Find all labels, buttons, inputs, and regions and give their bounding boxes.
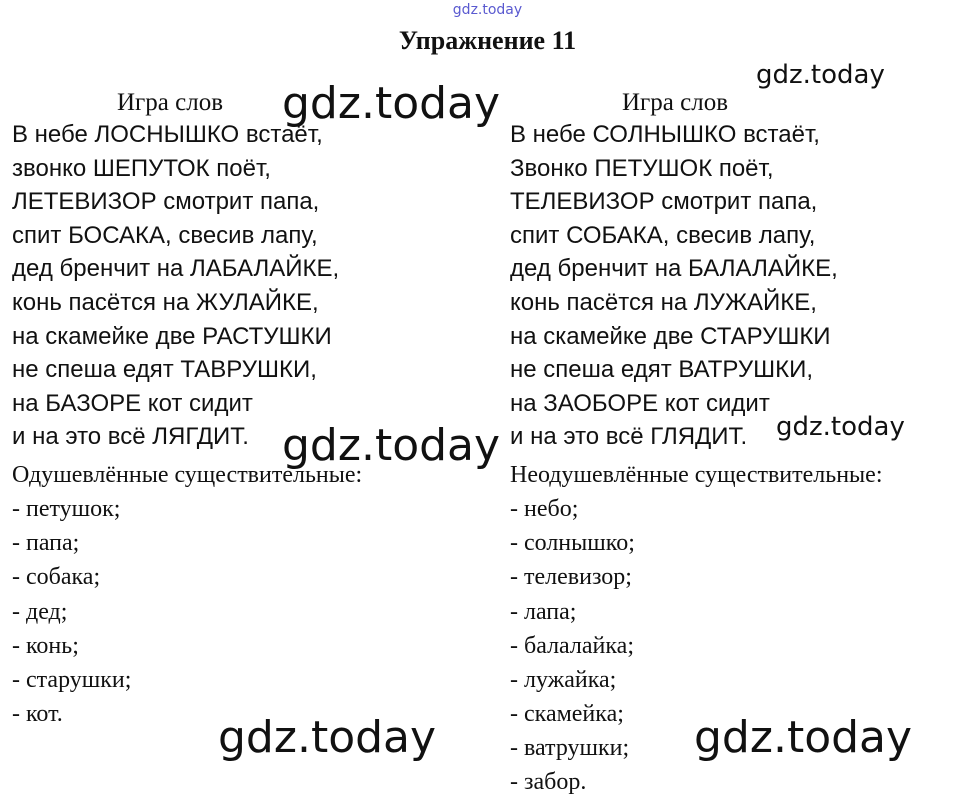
poem-line: дед бренчит на БАЛАЛАЙКЕ, bbox=[510, 255, 838, 283]
watermark: gdz.today bbox=[756, 60, 885, 90]
watermark: gdz.today bbox=[282, 420, 501, 471]
list-item: - телевизор; bbox=[510, 564, 632, 591]
poem-line: спит БОСАКА, свесив лапу, bbox=[12, 221, 318, 249]
list-item: - папа; bbox=[12, 530, 80, 557]
site-mark: gdz.today bbox=[452, 2, 523, 18]
poem-line: конь пасётся на ЖУЛАЙКЕ, bbox=[12, 288, 319, 316]
watermark: gdz.today bbox=[694, 712, 913, 763]
poem-line: Звонко ПЕТУШОК поёт, bbox=[510, 154, 774, 182]
animate-nouns-heading: Одушевлённые существительные: bbox=[12, 461, 363, 488]
poem-line: на скамейке две СТАРУШКИ bbox=[510, 322, 831, 350]
left-poem-heading: Игра слов bbox=[117, 89, 224, 116]
right-poem bbox=[510, 118, 970, 454]
poem-line: ЛЕТЕВИЗОР смотрит папа, bbox=[12, 188, 320, 216]
list-item: - собака; bbox=[12, 564, 101, 591]
poem-line: на БАЗОРЕ кот сидит bbox=[12, 389, 253, 417]
list-item: - дед; bbox=[12, 598, 68, 625]
list-item: - лужайка; bbox=[510, 666, 617, 693]
list-item: - солнышко; bbox=[510, 530, 635, 557]
animate-nouns-list bbox=[12, 492, 492, 731]
poem-line: спит СОБАКА, свесив лапу, bbox=[510, 221, 816, 249]
list-item: - кот. bbox=[12, 701, 63, 728]
list-item: - забор. bbox=[510, 769, 587, 796]
list-item: - скамейка; bbox=[510, 701, 624, 728]
poem-line: на скамейке две РАСТУШКИ bbox=[12, 322, 332, 350]
poem-line: и на это всё ЛЯГДИТ. bbox=[12, 423, 249, 451]
list-item: - небо; bbox=[510, 495, 579, 522]
poem-line: В небе СОЛНЫШКО встаёт, bbox=[510, 121, 820, 148]
poem-line: на ЗАОБОРЕ кот сидит bbox=[510, 389, 770, 417]
right-column bbox=[510, 88, 970, 800]
poem-line: ТЕЛЕВИЗОР смотрит папа, bbox=[510, 188, 818, 216]
inanimate-nouns-heading: Неодушевлённые существительные: bbox=[510, 461, 883, 488]
watermark: gdz.today bbox=[282, 78, 501, 129]
poem-line: не спеша едят ВАТРУШКИ, bbox=[510, 356, 813, 384]
list-item: - лапа; bbox=[510, 598, 577, 625]
list-item: - петушок; bbox=[12, 495, 121, 522]
poem-line: звонко ШЕПУТОК поёт, bbox=[12, 154, 271, 182]
list-item: - конь; bbox=[12, 632, 79, 659]
poem-line: конь пасётся на ЛУЖАЙКЕ, bbox=[510, 288, 817, 316]
watermark: gdz.today bbox=[776, 412, 905, 442]
exercise-title: Упражнение 11 bbox=[398, 26, 577, 55]
poem-line: В небе ЛОСНЫШКО встаёт, bbox=[12, 121, 323, 148]
poem-line: дед бренчит на ЛАБАЛАЙКЕ, bbox=[12, 255, 340, 283]
poem-line: не спеша едят ТАВРУШКИ, bbox=[12, 356, 317, 384]
list-item: - ватрушки; bbox=[510, 735, 630, 762]
left-poem bbox=[12, 118, 492, 454]
list-item: - балалайка; bbox=[510, 632, 634, 659]
watermark: gdz.today bbox=[218, 712, 437, 763]
right-poem-heading: Игра слов bbox=[622, 89, 729, 116]
list-item: - старушки; bbox=[12, 666, 132, 693]
poem-line: и на это всё ГЛЯДИТ. bbox=[510, 423, 748, 451]
left-column bbox=[12, 88, 492, 731]
inanimate-nouns-list bbox=[510, 492, 970, 800]
